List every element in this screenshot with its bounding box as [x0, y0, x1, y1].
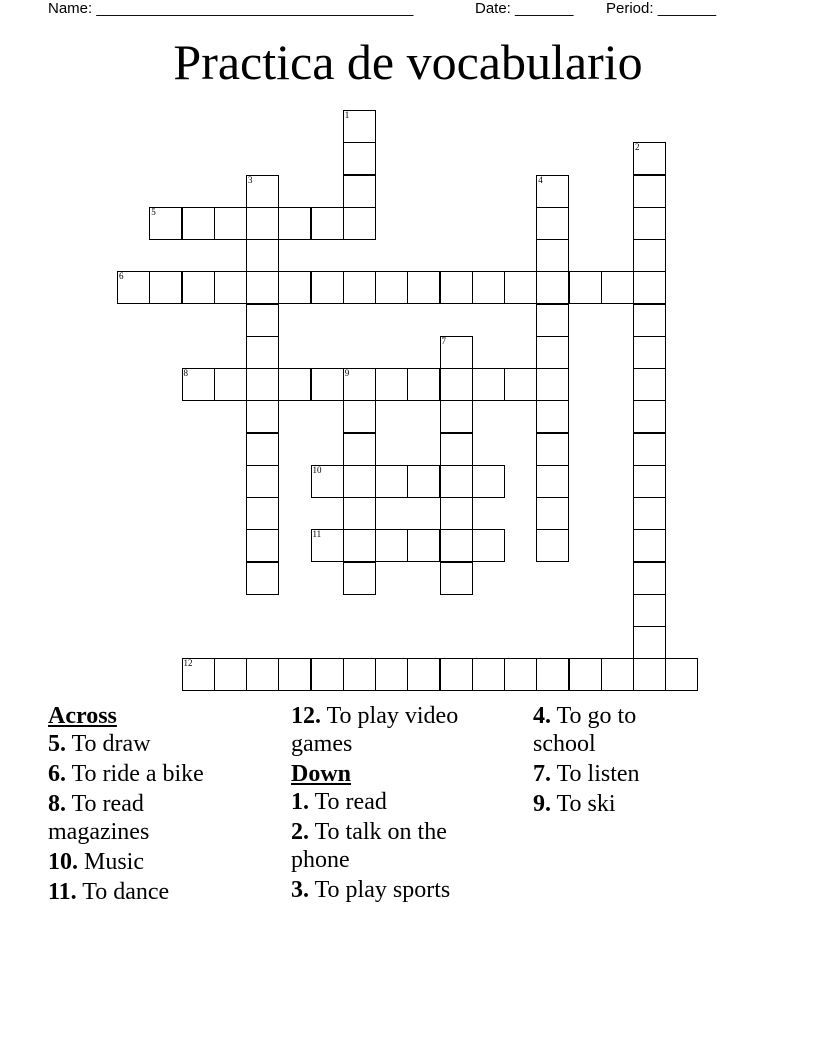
crossword-cell[interactable]: [407, 271, 440, 304]
crossword-cell[interactable]: [343, 368, 376, 401]
crossword-cell[interactable]: [182, 368, 215, 401]
crossword-cell[interactable]: [633, 400, 666, 433]
crossword-cell[interactable]: [343, 175, 376, 208]
clue-number-label: 6: [119, 271, 124, 282]
crossword-cell[interactable]: [440, 658, 473, 691]
clue-number-label: 7: [441, 335, 446, 346]
clue-down-9: 9. To ski: [533, 791, 616, 817]
crossword-cell[interactable]: [633, 271, 666, 304]
crossword-cell[interactable]: [407, 529, 440, 562]
crossword-cell[interactable]: [343, 658, 376, 691]
clue-across-8: 8. To read magazines: [48, 791, 150, 845]
crossword-cell[interactable]: [536, 368, 569, 401]
clue-number-label: 3: [248, 174, 253, 185]
date-field[interactable]: Date: _______: [475, 0, 574, 17]
crossword-cell[interactable]: [343, 142, 376, 175]
crossword-cell[interactable]: [472, 658, 505, 691]
crossword-cell[interactable]: [343, 562, 376, 595]
clue-down-1: 1. To read: [291, 789, 387, 815]
crossword-cell[interactable]: [472, 529, 505, 562]
crossword-cell[interactable]: [472, 465, 505, 498]
crossword-cell[interactable]: [278, 658, 311, 691]
crossword-cell[interactable]: [182, 658, 215, 691]
clue-number-label: 9: [344, 368, 350, 378]
crossword-cell[interactable]: [343, 465, 376, 498]
crossword-cell[interactable]: [375, 465, 408, 498]
crossword-cell[interactable]: [601, 271, 634, 304]
clue-across-5: 5. To draw: [48, 731, 151, 757]
clue-across-6: 6. To ride a bike: [48, 761, 204, 787]
crossword-cell[interactable]: [633, 207, 666, 240]
crossword-cell[interactable]: [246, 562, 279, 595]
crossword-cell[interactable]: [311, 368, 344, 401]
crossword-cell[interactable]: [440, 433, 473, 466]
crossword-cell[interactable]: [633, 626, 666, 659]
crossword-cell[interactable]: [278, 207, 311, 240]
crossword-cell[interactable]: [407, 368, 440, 401]
crossword-cell[interactable]: [117, 271, 150, 304]
crossword-cell[interactable]: [375, 529, 408, 562]
crossword-cell[interactable]: [569, 271, 602, 304]
crossword-cell[interactable]: [633, 529, 666, 562]
clue-number-label: 1: [344, 110, 350, 120]
crossword-cell[interactable]: [536, 465, 569, 498]
crossword-cell[interactable]: [440, 562, 473, 595]
across-heading: Across: [48, 703, 117, 729]
crossword-cell[interactable]: [246, 304, 279, 337]
clue-number-label: 4: [538, 174, 543, 185]
crossword-cell[interactable]: [633, 336, 666, 369]
crossword-cell[interactable]: [536, 175, 569, 208]
crossword-cell[interactable]: [343, 400, 376, 433]
crossword-cell[interactable]: [343, 207, 376, 240]
crossword-cell[interactable]: [633, 562, 666, 595]
crossword-cell[interactable]: [246, 368, 279, 401]
crossword-cell[interactable]: [633, 658, 666, 691]
crossword-cell[interactable]: [536, 433, 569, 466]
crossword-cell[interactable]: [472, 368, 505, 401]
clue-across-10: 10. Music: [48, 849, 144, 875]
clue-number-label: 8: [183, 368, 188, 378]
crossword-cell[interactable]: [633, 304, 666, 337]
crossword-cell[interactable]: [149, 207, 182, 240]
crossword-cell[interactable]: [504, 271, 537, 304]
crossword-cell[interactable]: [375, 658, 408, 691]
crossword-cell[interactable]: [246, 497, 279, 530]
crossword-cell[interactable]: [633, 142, 666, 175]
crossword-cell[interactable]: [440, 465, 473, 498]
crossword-cell[interactable]: [278, 271, 311, 304]
crossword-cell[interactable]: [278, 368, 311, 401]
name-field[interactable]: Name: ______________________________________: [48, 0, 414, 17]
crossword-cell[interactable]: [246, 239, 279, 272]
clues-column-1: [48, 702, 288, 908]
crossword-cell[interactable]: [246, 336, 279, 369]
crossword-cell[interactable]: [633, 175, 666, 208]
crossword-cell[interactable]: [246, 175, 279, 208]
crossword-cell[interactable]: [440, 529, 473, 562]
clues-column-2: [291, 702, 531, 906]
crossword-cell[interactable]: [246, 658, 279, 691]
period-field[interactable]: Period: _______: [606, 0, 717, 17]
crossword-cell[interactable]: [536, 497, 569, 530]
crossword-cell[interactable]: [407, 465, 440, 498]
crossword-cell[interactable]: [182, 207, 215, 240]
crossword-cell[interactable]: [633, 465, 666, 498]
crossword-cell[interactable]: [633, 594, 666, 627]
crossword-cell[interactable]: [440, 497, 473, 530]
crossword-cell[interactable]: [311, 271, 344, 304]
clue-number-label: 2: [635, 142, 640, 153]
crossword-cell[interactable]: [246, 529, 279, 562]
clue-down-7: 7. To listen: [533, 761, 640, 787]
crossword-cell[interactable]: [633, 368, 666, 401]
crossword-cell[interactable]: [536, 271, 569, 304]
crossword-cell[interactable]: [343, 110, 376, 143]
crossword-cell[interactable]: [504, 658, 537, 691]
down-heading: Down: [291, 761, 352, 787]
crossword-cell[interactable]: [246, 465, 279, 498]
crossword-cell[interactable]: [214, 658, 247, 691]
crossword-cell[interactable]: [536, 336, 569, 369]
crossword-cell[interactable]: [311, 529, 344, 562]
crossword-cell[interactable]: [246, 433, 279, 466]
crossword-cell[interactable]: [311, 207, 344, 240]
crossword-cell[interactable]: [440, 271, 473, 304]
crossword-cell[interactable]: [536, 239, 569, 272]
crossword-cell[interactable]: [375, 271, 408, 304]
clue-number-label: 12: [183, 658, 193, 669]
crossword-cell[interactable]: [407, 658, 440, 691]
crossword-cell[interactable]: [246, 271, 279, 304]
crossword-cell[interactable]: [343, 497, 376, 530]
clue-down-3: 3. To play sports: [291, 877, 451, 903]
crossword-cell[interactable]: [440, 400, 473, 433]
crossword-cell[interactable]: [536, 304, 569, 337]
crossword-cell[interactable]: [440, 368, 473, 401]
clue-number-label: 5: [151, 206, 156, 217]
crossword-cell[interactable]: [311, 658, 344, 691]
crossword-cell[interactable]: [246, 400, 279, 433]
crossword-cell[interactable]: [214, 368, 247, 401]
clue-across-11: 11. To dance: [48, 879, 170, 905]
crossword-cell[interactable]: [536, 529, 569, 562]
crossword-cell[interactable]: [214, 271, 247, 304]
crossword-cell[interactable]: [343, 433, 376, 466]
clue-number-label: 10: [312, 464, 322, 475]
clue-down-2: 2. To talk on the phone: [291, 819, 447, 873]
crossword-cell[interactable]: [633, 433, 666, 466]
crossword-cell[interactable]: [214, 207, 247, 240]
crossword-cell[interactable]: [633, 239, 666, 272]
crossword-cell[interactable]: [149, 271, 182, 304]
crossword-cell[interactable]: [472, 271, 505, 304]
clue-down-4: 4. To go to school: [533, 703, 637, 757]
clue-across-12: 12. To play video games: [291, 703, 459, 757]
crossword-cell[interactable]: [633, 497, 666, 530]
crossword-cell[interactable]: [246, 207, 279, 240]
crossword-cell[interactable]: [504, 368, 537, 401]
clues-column-3: [533, 702, 773, 820]
crossword-cell[interactable]: [311, 465, 344, 498]
crossword-cell[interactable]: [569, 658, 602, 691]
crossword-cell[interactable]: [536, 400, 569, 433]
crossword-cell[interactable]: [536, 207, 569, 240]
crossword-cell[interactable]: [182, 271, 215, 304]
crossword-cell[interactable]: [440, 336, 473, 369]
crossword-cell[interactable]: [665, 658, 698, 691]
clue-number-label: 11: [312, 529, 322, 540]
crossword-cell[interactable]: [343, 529, 376, 562]
page-title: Practica de vocabulario: [173, 34, 643, 90]
crossword-cell[interactable]: [375, 368, 408, 401]
crossword-cell[interactable]: [343, 271, 376, 304]
crossword-cell[interactable]: [601, 658, 634, 691]
crossword-cell[interactable]: [536, 658, 569, 691]
